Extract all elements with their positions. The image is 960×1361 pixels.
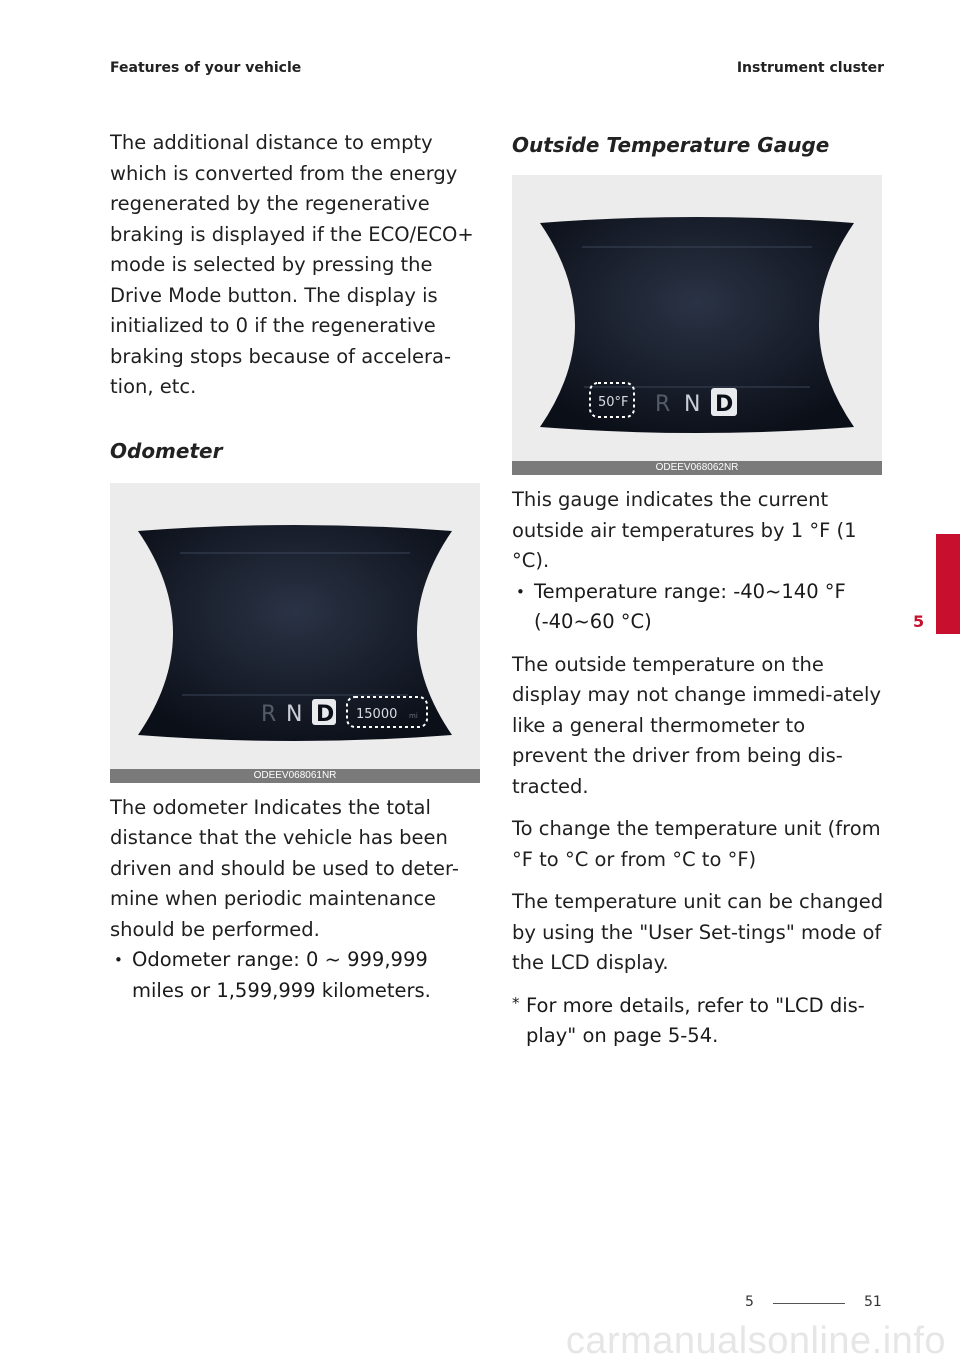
temperature-range-bullet: • Temperature range: -40~140 °F (-40~60 °C) xyxy=(512,577,884,638)
gear-d: D xyxy=(316,701,335,727)
footer-page-number: 51 xyxy=(864,1294,882,1310)
temperature-value: 50°F xyxy=(598,395,629,410)
note-text: For more details, refer to "LCD dis-play" on page 5-54. xyxy=(526,993,865,1047)
lcd-display-note xyxy=(512,991,884,1052)
left-column xyxy=(110,128,482,1006)
odometer-cluster-illustration xyxy=(110,483,480,783)
footer-chapter-number: 5 xyxy=(745,1294,754,1310)
odometer-heading: Odometer xyxy=(110,438,223,463)
temperature-delay-paragraph: The outside temperature on the display may not change immedi-ately like a general thermometer to prevent the driver from being dis-tracted. xyxy=(512,652,882,798)
chapter-tab xyxy=(936,534,960,634)
chapter-tab-number: 5 xyxy=(913,612,925,631)
temperature-description: This gauge indicates the current outside air temperatures by 1 °F (1 °C). xyxy=(512,488,857,572)
footer-divider xyxy=(773,1303,845,1304)
temperature-figure xyxy=(512,175,882,475)
gear-n: N xyxy=(286,701,303,727)
site-watermark: carmanualsonline.info xyxy=(565,1320,946,1361)
figure-caption: ODEEV068061NR xyxy=(110,769,480,783)
right-column xyxy=(512,128,884,1052)
outside-temperature-heading: Outside Temperature Gauge xyxy=(512,133,830,157)
odometer-unit: mi xyxy=(409,711,418,720)
regen-distance-paragraph: The additional distance to empty which is converted from the energy regenerated by the regenerative braking is displayed if the ECO/ECO+ mode is selected by pressing the Drive Mode button. The display is initialized to 0 if the regenerative braking stops because of accelera-tion, etc. xyxy=(110,131,474,398)
gear-r: R xyxy=(261,701,277,727)
gear-d: D xyxy=(715,392,734,417)
odometer-value: 15000 xyxy=(356,706,398,722)
running-header-section: Features of your vehicle xyxy=(110,60,302,76)
odometer-description: The odometer Indicates the total distance that the vehicle has been driven and should be used to deter-mine when periodic maintenance should be performed. xyxy=(110,795,459,941)
odometer-range-bullet: • Odometer range: 0 ~ 999,999 miles or 1,599,999 kilometers. xyxy=(110,945,482,1006)
change-unit-paragraph: To change the temperature unit (from °F to °C or from °C to °F) xyxy=(512,817,881,871)
note-asterisk: * xyxy=(512,993,520,1012)
temperature-cluster-illustration xyxy=(512,175,882,475)
gear-r: R xyxy=(655,392,671,417)
odometer-figure xyxy=(110,483,480,783)
figure-caption: ODEEV068062NR xyxy=(512,461,882,475)
user-settings-paragraph: The temperature unit can be changed by using the "User Set-tings" mode of the LCD display. xyxy=(512,890,884,974)
running-header-topic: Instrument cluster xyxy=(736,60,884,76)
gear-n: N xyxy=(684,392,701,417)
